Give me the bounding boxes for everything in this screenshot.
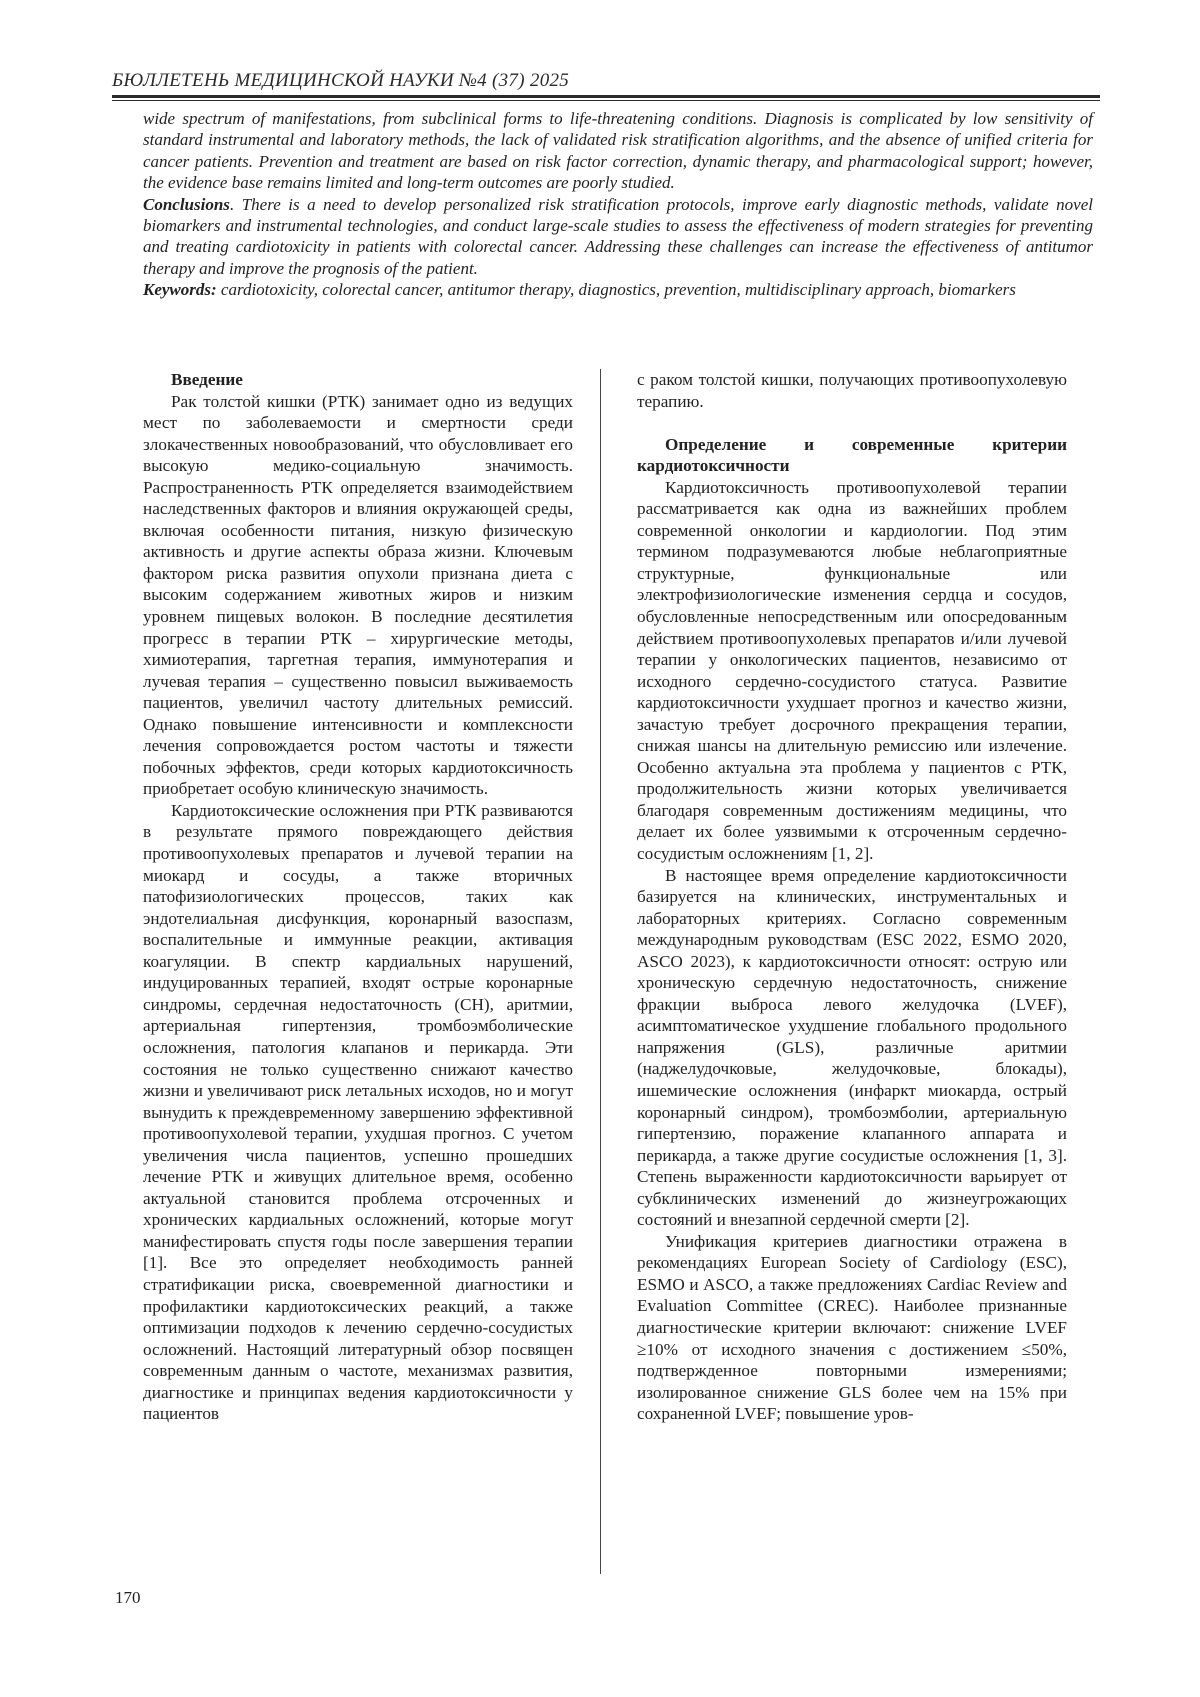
keywords-text: cardiotoxicity, colorectal cancer, antitumor therapy, diagnostics, prevention, multidisciplinary approach, biomarkers: [216, 280, 1016, 300]
keywords-label: Keywords:: [143, 280, 217, 300]
section-heading-definition: Определение и современные критерии кардиотоксичности: [637, 434, 1067, 476]
conclusions-text: . There is a need to develop personalized risk stratification protocols, improve early diagnostic methods, validate novel biomarkers and instrumental technologies, and conduct large-scale studies to assess the effectiveness of modern strategies for preventing and treating cardiotoxicity in patients with colorectal cancer. Addressing these challenges can increase the effectiveness of antitumor therapy and improve the prognosis of the patient.: [143, 194, 1093, 278]
spacer: [637, 412, 1067, 434]
paragraph: с раком толстой кишки, получающих противоопухолевую терапию.: [637, 370, 1067, 411]
header-rule-thin: [112, 100, 1100, 101]
paragraph: Кардиотоксические осложнения при РТК развиваются в результате прямого повреждающего действия противоопухолевых препаратов и лучевой терапии на миокард и сосуды, а также вторичных патофизиологических процессов, таких как эндотелиальная дисфункция, коронарный вазоспазм, воспалительные и иммунные реакции, активация коагуляции. В спектр кардиальных нарушений, индуцированных терапией, входят острые коронарные синдромы, сердечная недостаточность (СН), аритмии, артериальная гипертензия, тромбоэмболические осложнения, патология клапанов и перикарда. Эти состояния не только существенно снижают качество жизни и увеличивают риск летальных исходов, но и могут вынудить к преждевременному завершению эффективной противоопухолевой терапии, ухудшая прогноз. С учетом увеличения числа пациентов, успешно прошедших лечение РТК и живущих длительное время, особенно актуальной становится проблема отсроченных и хронических кардиальных осложнений, которые могут манифестировать спустя годы после завершения терапии [1]. Все это определяет необходимость ранней стратификации риска, своевременной диагностики и профилактики кардиотоксических реакций, а также оптимизации подходов к лечению сердечно-сосудистых осложнений. Настоящий литературный обзор посвящен современным данным о частоте, механизмах развития, диагностике и принципах ведения кардиотоксичности у пациентов: [143, 800, 573, 1424]
paragraph: Кардиотоксичность противоопухолевой терапии рассматривается как одна из важнейших проблем современной онкологии и кардиологии. Под этим термином подразумеваются любые неблагоприятные структурные, функциональные или электрофизиологические изменения сердца и сосудов, обусловленные непосредственным или опосредованным действием противоопухолевых препаратов и/или лучевой терапии у онкологических пациентов, независимо от исходного сердечно-сосудистого статуса. Развитие кардиотоксичности ухудшает прогноз и качество жизни, зачастую требует досрочного прекращения терапии, снижая шансы на длительную ремиссию или излечение. Особенно актуальна эта проблема у пациентов с РТК, продолжительность жизни которых увеличивается благодаря современным достижениям медицины, что делает их более уязвимыми к отсроченным сердечно-сосудистым осложнениям [1, 2].: [637, 477, 1067, 863]
page-number: 170: [115, 1588, 141, 1607]
abstract-conclusions: [143, 194, 1093, 280]
journal-running-header: БЮЛЛЕТЕНЬ МЕДИЦИНСКОЙ НАУКИ №4 (37) 2025: [112, 70, 570, 91]
section-heading-introduction: Введение: [171, 370, 243, 389]
column-divider: [600, 369, 601, 1574]
paragraph: В настоящее время определение кардиотоксичности базируется на клинических, инструментальных и лабораторных критериях. Согласно современным международным руководствам (ESC 2022, ESMO 2020, ASCO 2023), к кардиотоксичности относят: острую или хроническую сердечную недостаточность, снижение фракции выброса левого желудочка (LVEF), асимптоматическое ухудшение глобального продольного напряжения (GLS), различные аритмии (наджелудочковые, желудочковые, блокады), ишемические осложнения (инфаркт миокарда, острый коронарный синдром), тромбоэмболии, артериальную гипертензию, поражение клапанного аппарата и перикарда, а также другие сосудистые осложнения [1, 3]. Степень выраженности кардиотоксичности варьирует от субклинических изменений до жизнеугрожающих состояний и внезапной сердечной смерти [2].: [637, 865, 1067, 1230]
paragraph: Унификация критериев диагностики отражена в рекомендациях European Society of Cardiology (ESC), ESMO и ASCO, а также предложениях Cardiac Review and Evaluation Committee (CREC). Наиболее признанные диагностические критерии включают: снижение LVEF ≥10% от исходного значения с достижением ≤50%, подтвержденное повторными измерениями; изолированное снижение GLS более чем на 15% при сохраненной LVEF; повышение уров-: [637, 1231, 1067, 1424]
abstract-keywords: [143, 279, 1093, 300]
paragraph: Рак толстой кишки (РТК) занимает одно из ведущих мест по заболеваемости и смертности среди злокачественных новообразований, что обусловливает его высокую медико-социальную значимость. Распространенность РТК определяется взаимодействием наследственных факторов и влияния окружающей среды, включая особенности питания, низкую физическую активность и другие аспекты образа жизни. Ключевым фактором риска развития опухоли признана диета с высоким содержанием животных жиров и низким уровнем пищевых волокон. В последние десятилетия прогресс в терапии РТК – хирургические методы, химиотерапия, таргетная терапия, иммунотерапия и лучевая терапия – существенно повысил выживаемость пациентов, увеличил частоту длительных ремиссий. Однако повышение интенсивности и комплексности лечения сопровождается ростом частоты и тяжести побочных эффектов, среди которых кардиотоксичность приобретает особую клиническую значимость.: [143, 391, 573, 799]
conclusions-label: Conclusions: [143, 194, 230, 214]
right-column: [637, 369, 1067, 1425]
abstract-block: [143, 108, 1093, 301]
abstract-continuation: wide spectrum of manifestations, from subclinical forms to life-threatening conditions. Diagnosis is complicated by low sensitivity of standard instrumental and laboratory methods, the lack of validated risk stratification algorithms, and the absence of unified criteria for cancer patients. Prevention and treatment are based on risk factor correction, dynamic therapy, and pharmacological support; however, the evidence base remains limited and long-term outcomes are poorly studied.: [143, 109, 1093, 193]
header-rule-thick: [112, 95, 1100, 98]
left-column: [143, 369, 573, 1425]
